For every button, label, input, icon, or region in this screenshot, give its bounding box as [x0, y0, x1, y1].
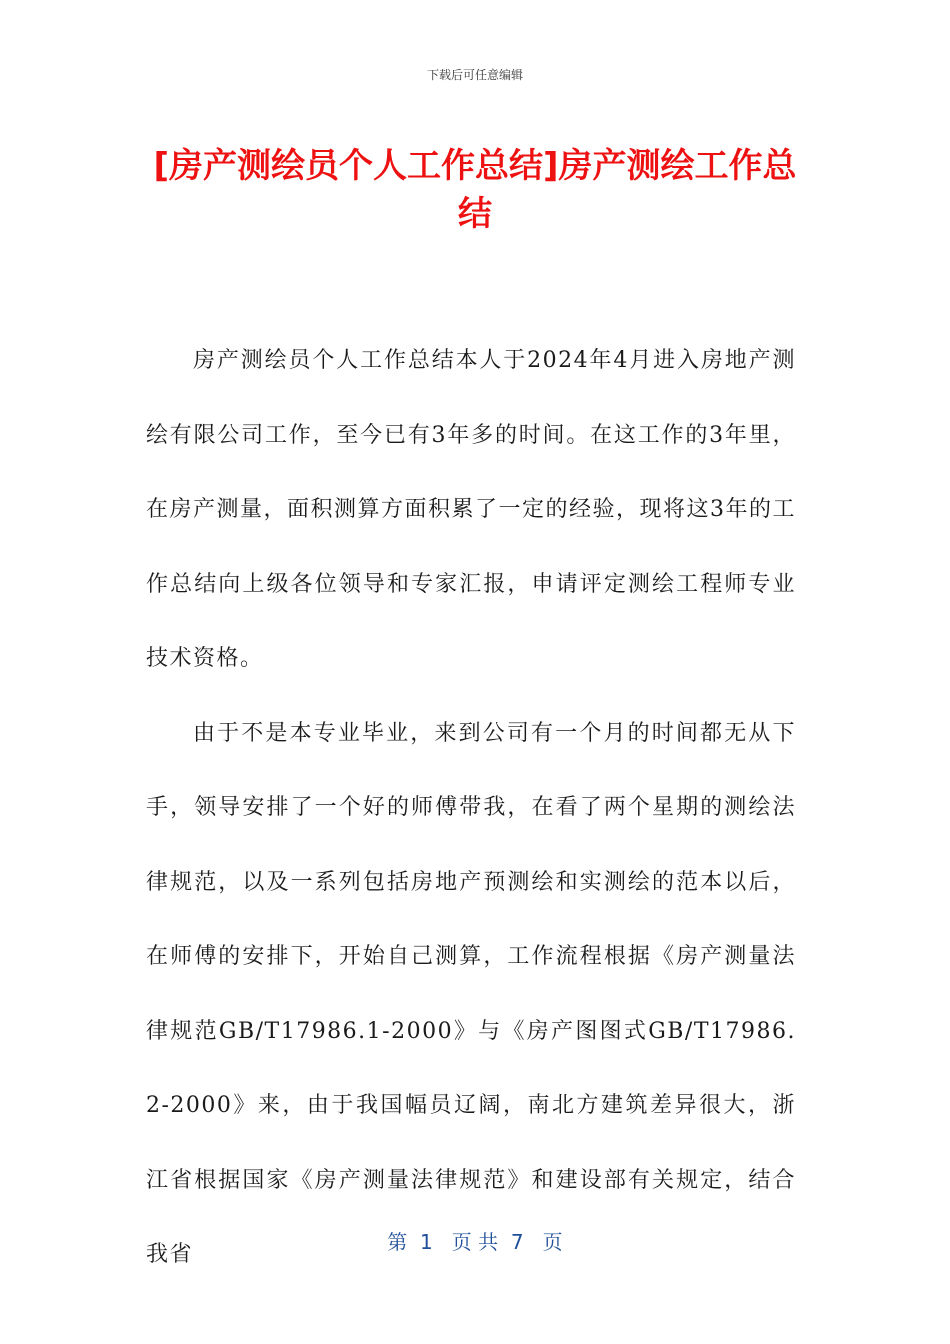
page-number-footer: 第 1 页 共 7 页 — [387, 1230, 563, 1254]
document-title: [房产测绘员个人工作总结]房产测绘工作总结 — [153, 146, 797, 234]
paragraph-2: 由于不是本专业毕业，来到公司有一个月的时间都无从下手，领导安排了一个好的师傅带我，在看了两个星期的测绘法律规范，以及一系列包括房地产预测绘和实测绘的范本以后，在师傅的安排下，开始自己测算，工作流程根据《房产测量法律规范GB/T17986.1-2000》与《房产图图式GB/T17986.2-2000》来，由于我国幅员辽阔，南北方建筑差异很大，浙江省根据国家《房产测量法律规范》和建设部有关规定，结合我省 — [146, 720, 796, 1267]
document-body — [146, 324, 796, 1293]
header-note: 下载后可任意编辑 — [426, 68, 523, 82]
paragraph-1: 房产测绘员个人工作总结本人于2024年4月进入房地产测绘有限公司工作，至今已有3年多的时间。在这工作的3年里，在房产测量，面积测算方面积累了一定的经验，现将这3年的工作总结向上级各位领导和专家汇报，申请评定测绘工程师专业技术资格。 — [146, 348, 796, 671]
